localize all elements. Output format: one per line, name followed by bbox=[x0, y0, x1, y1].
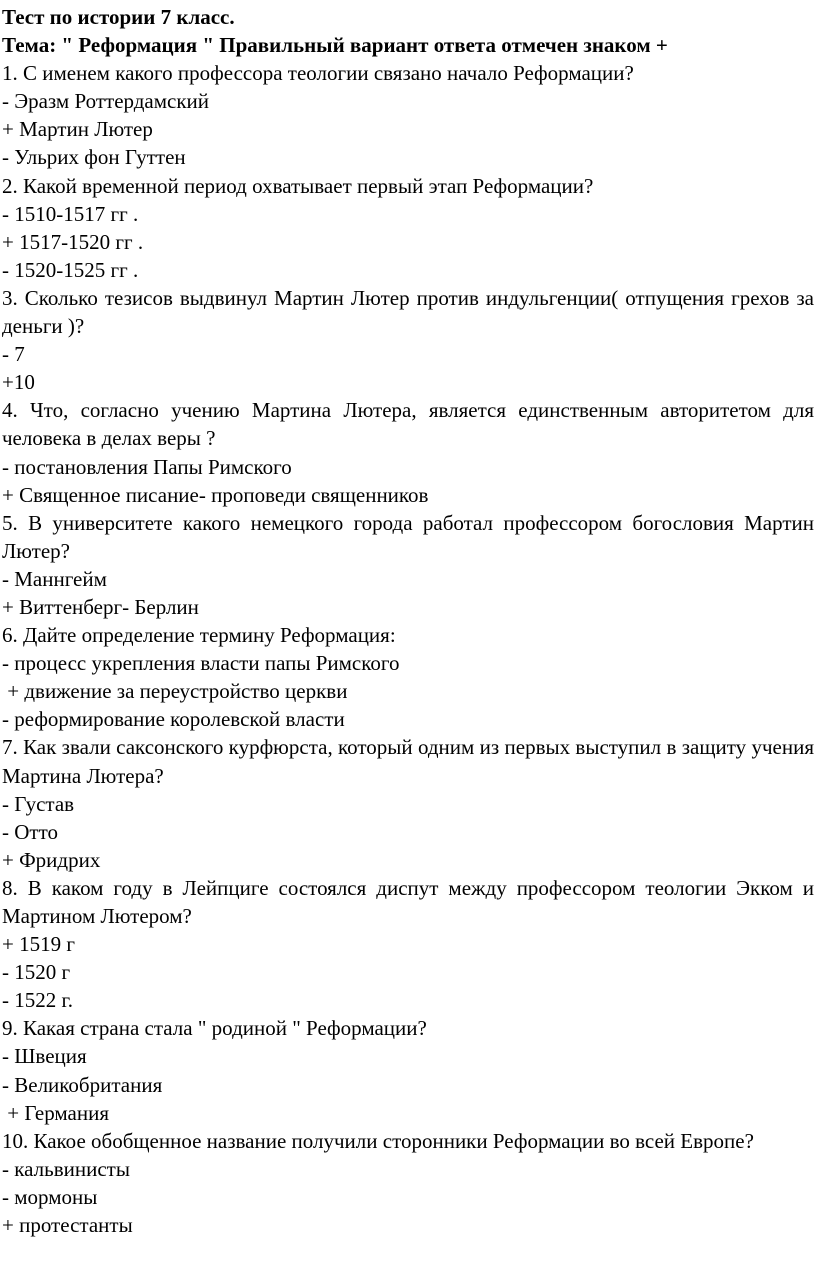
answer-option: + 1517-1520 гг . bbox=[2, 229, 144, 254]
answer-option: - 1522 г. bbox=[2, 988, 73, 1013]
question-block-3 bbox=[2, 284, 814, 396]
question-text: 10. Какое обобщенное название получили сторонники Реформации во всей Европе? bbox=[2, 1128, 754, 1153]
answer-option: - Ульрих фон Гуттен bbox=[2, 145, 186, 170]
question-text: 8. В каком году в Лейпциге состоялся диспут между профессором теологии Экком и Мартином Лютером? bbox=[2, 875, 814, 928]
answer-option: - Густав bbox=[2, 791, 75, 816]
answer-option: - мормоны bbox=[2, 1184, 98, 1209]
question-block-2 bbox=[2, 172, 814, 284]
answer-option: - 1520 г bbox=[2, 960, 71, 985]
question-text: 9. Какая страна стала " родиной " Реформации? bbox=[2, 1016, 427, 1041]
answer-option: - Отто bbox=[2, 819, 58, 844]
question-text: 4. Что, согласно учению Мартина Лютера, является единственным авторитетом для человека в делах веры ? bbox=[2, 398, 814, 451]
answer-option: + Священное писание- проповеди священников bbox=[2, 482, 429, 507]
question-block-10 bbox=[2, 1127, 814, 1239]
question-text: 2. Какой временной период охватывает первый этап Реформации? bbox=[2, 173, 594, 198]
question-block-9 bbox=[2, 1014, 814, 1126]
document-topic: Тема: " Реформация " Правильный вариант ответа отмечен знаком + bbox=[2, 33, 668, 58]
question-block-5 bbox=[2, 509, 814, 621]
answer-option: - Маннгейм bbox=[2, 566, 107, 591]
question-block-8 bbox=[2, 874, 814, 1014]
question-block-6 bbox=[2, 621, 814, 733]
answer-option: - постановления Папы Римского bbox=[2, 454, 292, 479]
question-text: 1. С именем какого профессора теологии связано начало Реформации? bbox=[2, 61, 634, 86]
question-block-1 bbox=[2, 59, 814, 171]
answer-option: + Германия bbox=[2, 1100, 109, 1125]
document-title: Тест по истории 7 класс. bbox=[2, 5, 235, 29]
question-block-4 bbox=[2, 396, 814, 508]
answer-option: - 1520-1525 гг . bbox=[2, 257, 139, 282]
answer-option: - реформирование королевской власти bbox=[2, 707, 345, 732]
answer-option: - Швеция bbox=[2, 1044, 87, 1069]
question-text: 6. Дайте определение термину Реформация: bbox=[2, 623, 396, 648]
answer-option: + Фридрих bbox=[2, 847, 101, 872]
answer-option: - кальвинисты bbox=[2, 1156, 130, 1181]
answer-option: - Великобритания bbox=[2, 1072, 163, 1097]
answer-option: - процесс укрепления власти папы Римского bbox=[2, 651, 400, 676]
answer-option: - 7 bbox=[2, 342, 25, 367]
answer-option: + 1519 г bbox=[2, 932, 75, 957]
question-text: 3. Сколько тезисов выдвинул Мартин Лютер против индульгенции( отпущения грехов за деньги )? bbox=[2, 285, 814, 339]
question-block-7 bbox=[2, 733, 814, 873]
answer-option: + движение за переустройство церкви bbox=[2, 679, 348, 704]
answer-option: + Мартин Лютер bbox=[2, 117, 153, 142]
answer-option: + протестанты bbox=[2, 1213, 133, 1238]
answer-option: +10 bbox=[2, 370, 35, 395]
answer-option: - 1510-1517 гг . bbox=[2, 201, 139, 226]
question-text: 7. Как звали саксонского курфюрста, который одним из первых выступил в защиту учения Мартина Лютера? bbox=[2, 735, 814, 788]
question-text: 5. В университете какого немецкого города работал профессором богословия Мартин Лютер? bbox=[2, 510, 814, 563]
answer-option: - Эразм Роттердамский bbox=[2, 89, 210, 114]
answer-option: + Виттенберг- Берлин bbox=[2, 594, 199, 619]
